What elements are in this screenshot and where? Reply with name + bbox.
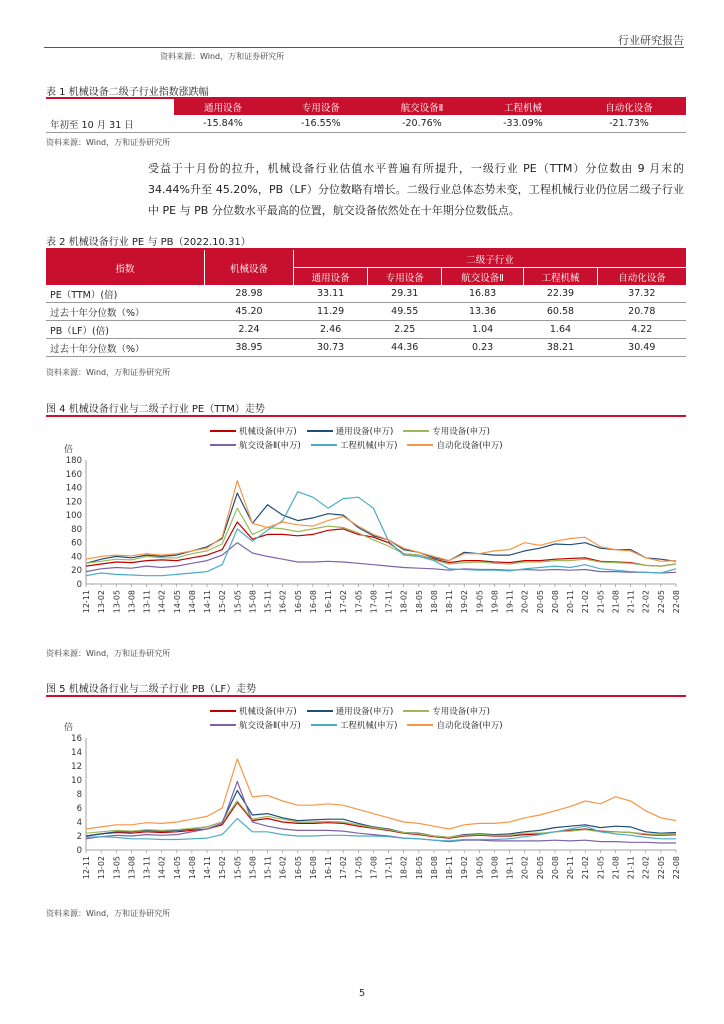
table1-cell: -20.76% bbox=[370, 115, 474, 133]
x-tick-label: 15-11 bbox=[263, 590, 273, 614]
x-tick-label: 21-08 bbox=[611, 590, 621, 614]
x-tick-label: 17-11 bbox=[384, 856, 394, 880]
x-tick-label: 19-08 bbox=[490, 590, 500, 614]
x-tick-label: 17-11 bbox=[384, 590, 394, 614]
table2 bbox=[46, 250, 686, 357]
y-tick-label: 0 bbox=[76, 580, 82, 590]
y-tick-label: 20 bbox=[71, 566, 82, 577]
table2-cell: 22.39 bbox=[523, 285, 597, 303]
legend-item bbox=[403, 424, 490, 438]
x-tick-label: 22-02 bbox=[641, 856, 651, 880]
table-row bbox=[46, 115, 686, 133]
paragraph-text: 受益于十月份的拉升，机械设备行业估值水平普遍有所提升，一级行业 PE（TTM）分位数由 9 月末的 34.44%升至 45.20%，PB（LF）分位数略有增长。二级行业总体态势未变，工程机械行业仍位居二级子行业中 PE 与 PB 分位数水平最高的位置，航交设备依然处在十年期分位数低点。 bbox=[148, 162, 684, 217]
fig4-pe-chart bbox=[46, 438, 686, 650]
table2-index-header: 指数 bbox=[46, 250, 205, 285]
x-tick-label: 22-08 bbox=[672, 590, 681, 614]
x-tick-label: 18-02 bbox=[399, 856, 409, 880]
table2-caption: 表 2 机械设备行业 PE 与 PB（2022.10.31） bbox=[46, 237, 251, 248]
fig4-top-rule bbox=[46, 415, 686, 417]
x-tick-label: 18-02 bbox=[399, 590, 409, 614]
x-tick-label: 21-05 bbox=[596, 856, 606, 880]
legend-swatch bbox=[210, 710, 236, 712]
y-axis-unit-label: 倍 bbox=[64, 445, 74, 455]
x-tick-label: 16-05 bbox=[293, 590, 303, 614]
y-tick-label: 8 bbox=[76, 790, 82, 800]
x-tick-label: 17-02 bbox=[339, 856, 349, 880]
table1-header-cell: 通用设备 bbox=[174, 98, 272, 115]
x-tick-label: 22-05 bbox=[656, 856, 666, 880]
table2-cell: 29.31 bbox=[368, 285, 442, 303]
table2-source: 资料来源：Wind，万和证券研究所 bbox=[46, 368, 171, 377]
x-tick-label: 17-02 bbox=[339, 590, 349, 614]
table2-sub-header: 工程机械 bbox=[523, 268, 597, 286]
x-tick-label: 17-08 bbox=[369, 856, 379, 880]
x-tick-label: 22-08 bbox=[672, 856, 681, 880]
fig5-pb-chart bbox=[46, 716, 686, 906]
y-tick-label: 14 bbox=[71, 748, 82, 758]
y-tick-label: 140 bbox=[65, 483, 82, 494]
fig4-caption: 图 4 机械设备行业与二级子行业 PE（TTM）走势 bbox=[46, 404, 265, 415]
table1-header-cell: 航交设备Ⅱ bbox=[370, 98, 474, 115]
x-tick-label: 20-05 bbox=[535, 590, 545, 614]
x-tick-label: 16-02 bbox=[278, 590, 288, 614]
table2-row-label: PB（LF）(倍) bbox=[46, 321, 205, 339]
table2-group-header: 二级子行业 bbox=[294, 250, 687, 268]
x-tick-label: 18-08 bbox=[429, 590, 439, 614]
x-tick-label: 15-11 bbox=[263, 856, 273, 880]
y-tick-label: 100 bbox=[65, 511, 82, 522]
top-source-note: 资料来源：Wind，万和证券研究所 bbox=[160, 52, 285, 61]
legend-item bbox=[210, 424, 297, 438]
report-type-header: 行业研究报告 bbox=[618, 34, 684, 47]
table1 bbox=[46, 98, 686, 133]
table2-sub-header: 专用设备 bbox=[368, 268, 442, 286]
table1-cell: -16.55% bbox=[272, 115, 370, 133]
table2-cell: 4.22 bbox=[598, 321, 686, 339]
x-tick-label: 15-05 bbox=[233, 590, 243, 614]
x-tick-label: 17-05 bbox=[354, 856, 364, 880]
legend-item bbox=[307, 424, 394, 438]
x-tick-label: 19-11 bbox=[505, 590, 515, 614]
legend-swatch bbox=[403, 430, 429, 432]
x-tick-label: 13-11 bbox=[142, 590, 152, 614]
x-tick-label: 20-02 bbox=[520, 856, 530, 880]
table1-header-cell: 自动化设备 bbox=[572, 98, 686, 115]
legend-label: 工程机械(申万) bbox=[339, 721, 398, 731]
table1-cell: -15.84% bbox=[174, 115, 272, 133]
x-tick-label: 19-11 bbox=[505, 856, 515, 880]
x-tick-label: 22-02 bbox=[641, 590, 651, 614]
y-tick-label: 2 bbox=[76, 832, 82, 842]
x-tick-label: 13-08 bbox=[127, 856, 137, 880]
table2-cell: 16.83 bbox=[442, 285, 524, 303]
table-row bbox=[46, 285, 686, 303]
table2-cell: 2.46 bbox=[294, 321, 368, 339]
x-tick-label: 14-05 bbox=[172, 856, 182, 880]
x-tick-label: 14-05 bbox=[172, 590, 182, 614]
legend-label: 航交设备Ⅱ(申万) bbox=[239, 721, 301, 731]
x-tick-label: 21-05 bbox=[596, 590, 606, 614]
table1-header-cell: 专用设备 bbox=[272, 98, 370, 115]
legend-swatch bbox=[403, 710, 429, 712]
fig5-source: 资料来源：Wind，万和证券研究所 bbox=[46, 909, 171, 918]
x-tick-label: 16-02 bbox=[278, 856, 288, 880]
table-row bbox=[46, 339, 686, 357]
table2-cell: 30.49 bbox=[598, 339, 686, 357]
table2-row-label: PE（TTM）(倍) bbox=[46, 285, 205, 303]
table2-cell: 38.95 bbox=[205, 339, 294, 357]
x-tick-label: 14-08 bbox=[187, 856, 197, 880]
x-tick-label: 15-02 bbox=[218, 590, 228, 614]
y-tick-label: 6 bbox=[76, 804, 82, 814]
table2-sub-header: 航交设备Ⅱ bbox=[442, 268, 524, 286]
legend-label: 自动化设备(申万) bbox=[436, 721, 503, 731]
x-tick-label: 20-08 bbox=[550, 856, 560, 880]
x-tick-label: 15-05 bbox=[233, 856, 243, 880]
table2-cell: 28.98 bbox=[205, 285, 294, 303]
table1-cell: -21.73% bbox=[572, 115, 686, 133]
y-tick-label: 16 bbox=[71, 734, 82, 744]
series-line bbox=[86, 759, 676, 829]
x-tick-label: 20-05 bbox=[535, 856, 545, 880]
table2-cell: 2.24 bbox=[205, 321, 294, 339]
x-tick-label: 18-05 bbox=[414, 590, 424, 614]
x-tick-label: 13-02 bbox=[97, 856, 107, 880]
table1-row-label: 年初至 10 月 31 日 bbox=[46, 115, 174, 133]
table-row bbox=[46, 303, 686, 321]
x-tick-label: 18-08 bbox=[429, 856, 439, 880]
x-tick-label: 20-11 bbox=[566, 856, 576, 880]
y-tick-label: 80 bbox=[71, 524, 82, 535]
x-tick-label: 19-02 bbox=[460, 856, 470, 880]
x-tick-label: 18-11 bbox=[445, 590, 455, 614]
x-tick-label: 13-02 bbox=[97, 590, 107, 614]
legend-swatch bbox=[307, 430, 333, 432]
page-number: 5 bbox=[358, 988, 366, 999]
x-tick-label: 16-08 bbox=[308, 856, 318, 880]
legend-label: 自动化设备(申万) bbox=[436, 441, 503, 451]
fig5-caption: 图 5 机械设备行业与二级子行业 PB（LF）走势 bbox=[46, 684, 257, 695]
x-tick-label: 13-11 bbox=[142, 856, 152, 880]
table2-cell: 11.29 bbox=[294, 303, 368, 321]
x-tick-label: 16-11 bbox=[324, 590, 334, 614]
legend-label: 专用设备(申万) bbox=[432, 427, 490, 437]
table2-cell: 0.23 bbox=[442, 339, 524, 357]
table2-cell: 30.73 bbox=[294, 339, 368, 357]
table2-cell: 2.25 bbox=[368, 321, 442, 339]
series-line bbox=[86, 481, 676, 562]
x-tick-label: 19-02 bbox=[460, 590, 470, 614]
x-tick-label: 17-05 bbox=[354, 590, 364, 614]
legend-label: 专用设备(申万) bbox=[432, 707, 490, 717]
body-paragraph bbox=[148, 158, 684, 221]
x-tick-label: 13-08 bbox=[127, 590, 137, 614]
x-tick-label: 20-11 bbox=[566, 590, 576, 614]
table1-corner bbox=[46, 98, 174, 115]
table2-cell: 38.21 bbox=[523, 339, 597, 357]
y-tick-label: 0 bbox=[76, 846, 82, 856]
y-tick-label: 60 bbox=[71, 538, 82, 549]
x-tick-label: 14-11 bbox=[203, 856, 213, 880]
x-tick-label: 19-05 bbox=[475, 590, 485, 614]
y-tick-label: 40 bbox=[71, 552, 82, 563]
table1-header-cell: 工程机械 bbox=[474, 98, 572, 115]
x-tick-label: 19-05 bbox=[475, 856, 485, 880]
table2-sub-header: 自动化设备 bbox=[598, 268, 686, 286]
x-tick-label: 19-08 bbox=[490, 856, 500, 880]
legend-label: 航交设备Ⅱ(申万) bbox=[239, 441, 301, 451]
x-tick-label: 21-08 bbox=[611, 856, 621, 880]
table2-row-label: 过去十年分位数（%） bbox=[46, 303, 205, 321]
table2-cell: 1.64 bbox=[523, 321, 597, 339]
table2-cell: 33.11 bbox=[294, 285, 368, 303]
table2-cell: 1.04 bbox=[442, 321, 524, 339]
x-tick-label: 14-02 bbox=[157, 856, 167, 880]
x-tick-label: 21-02 bbox=[581, 590, 591, 614]
x-tick-label: 16-05 bbox=[293, 856, 303, 880]
x-tick-label: 21-02 bbox=[581, 856, 591, 880]
x-tick-label: 14-02 bbox=[157, 590, 167, 614]
table1-caption: 表 1 机械设备二级子行业指数涨跌幅 bbox=[46, 87, 209, 98]
x-tick-label: 12-11 bbox=[82, 856, 91, 880]
x-tick-label: 17-08 bbox=[369, 590, 379, 614]
table-row bbox=[46, 321, 686, 339]
x-tick-label: 15-08 bbox=[248, 590, 258, 614]
x-tick-label: 14-11 bbox=[203, 590, 213, 614]
table2-cell: 44.36 bbox=[368, 339, 442, 357]
legend-label: 通用设备(申万) bbox=[335, 427, 394, 437]
x-tick-label: 18-11 bbox=[445, 856, 455, 880]
x-tick-label: 16-11 bbox=[324, 856, 334, 880]
x-tick-label: 18-05 bbox=[414, 856, 424, 880]
x-tick-label: 21-11 bbox=[626, 590, 636, 614]
legend-label: 工程机械(申万) bbox=[339, 441, 398, 451]
y-tick-label: 180 bbox=[65, 456, 82, 466]
table2-sub-header: 通用设备 bbox=[294, 268, 368, 286]
table2-cell: 49.55 bbox=[368, 303, 442, 321]
table2-cell: 60.58 bbox=[523, 303, 597, 321]
y-axis-unit-label: 倍 bbox=[64, 723, 74, 733]
legend-swatch bbox=[307, 710, 333, 712]
x-tick-label: 21-11 bbox=[626, 856, 636, 880]
y-tick-label: 160 bbox=[65, 469, 82, 480]
fig4-source: 资料来源：Wind，万和证券研究所 bbox=[46, 649, 171, 658]
table1-source: 资料来源：Wind，万和证券研究所 bbox=[46, 138, 171, 147]
x-tick-label: 13-05 bbox=[112, 856, 122, 880]
x-tick-label: 15-08 bbox=[248, 856, 258, 880]
y-tick-label: 4 bbox=[76, 818, 82, 828]
legend-label: 机械设备(申万) bbox=[239, 707, 297, 717]
legend-label: 通用设备(申万) bbox=[335, 707, 394, 717]
fig5-top-rule bbox=[46, 695, 686, 697]
x-tick-label: 12-11 bbox=[82, 590, 91, 614]
x-tick-label: 20-08 bbox=[550, 590, 560, 614]
y-tick-label: 10 bbox=[71, 776, 82, 786]
x-tick-label: 14-08 bbox=[187, 590, 197, 614]
y-tick-label: 12 bbox=[71, 762, 82, 772]
table2-main-header: 机械设备 bbox=[205, 250, 294, 285]
x-tick-label: 20-02 bbox=[520, 590, 530, 614]
y-tick-label: 120 bbox=[65, 497, 82, 508]
x-tick-label: 13-05 bbox=[112, 590, 122, 614]
x-tick-label: 16-08 bbox=[308, 590, 318, 614]
series-line bbox=[86, 492, 676, 576]
table2-cell: 13.36 bbox=[442, 303, 524, 321]
header-divider bbox=[44, 47, 684, 48]
series-line bbox=[86, 781, 676, 843]
legend-label: 机械设备(申万) bbox=[239, 427, 297, 437]
x-tick-label: 15-02 bbox=[218, 856, 228, 880]
series-line bbox=[86, 493, 676, 563]
table1-cell: -33.09% bbox=[474, 115, 572, 133]
series-line bbox=[86, 802, 676, 838]
table2-cell: 20.78 bbox=[598, 303, 686, 321]
table2-row-label: 过去十年分位数（%） bbox=[46, 339, 205, 357]
table2-cell: 45.20 bbox=[205, 303, 294, 321]
legend-swatch bbox=[210, 430, 236, 432]
table2-cell: 37.32 bbox=[598, 285, 686, 303]
x-tick-label: 22-05 bbox=[656, 590, 666, 614]
